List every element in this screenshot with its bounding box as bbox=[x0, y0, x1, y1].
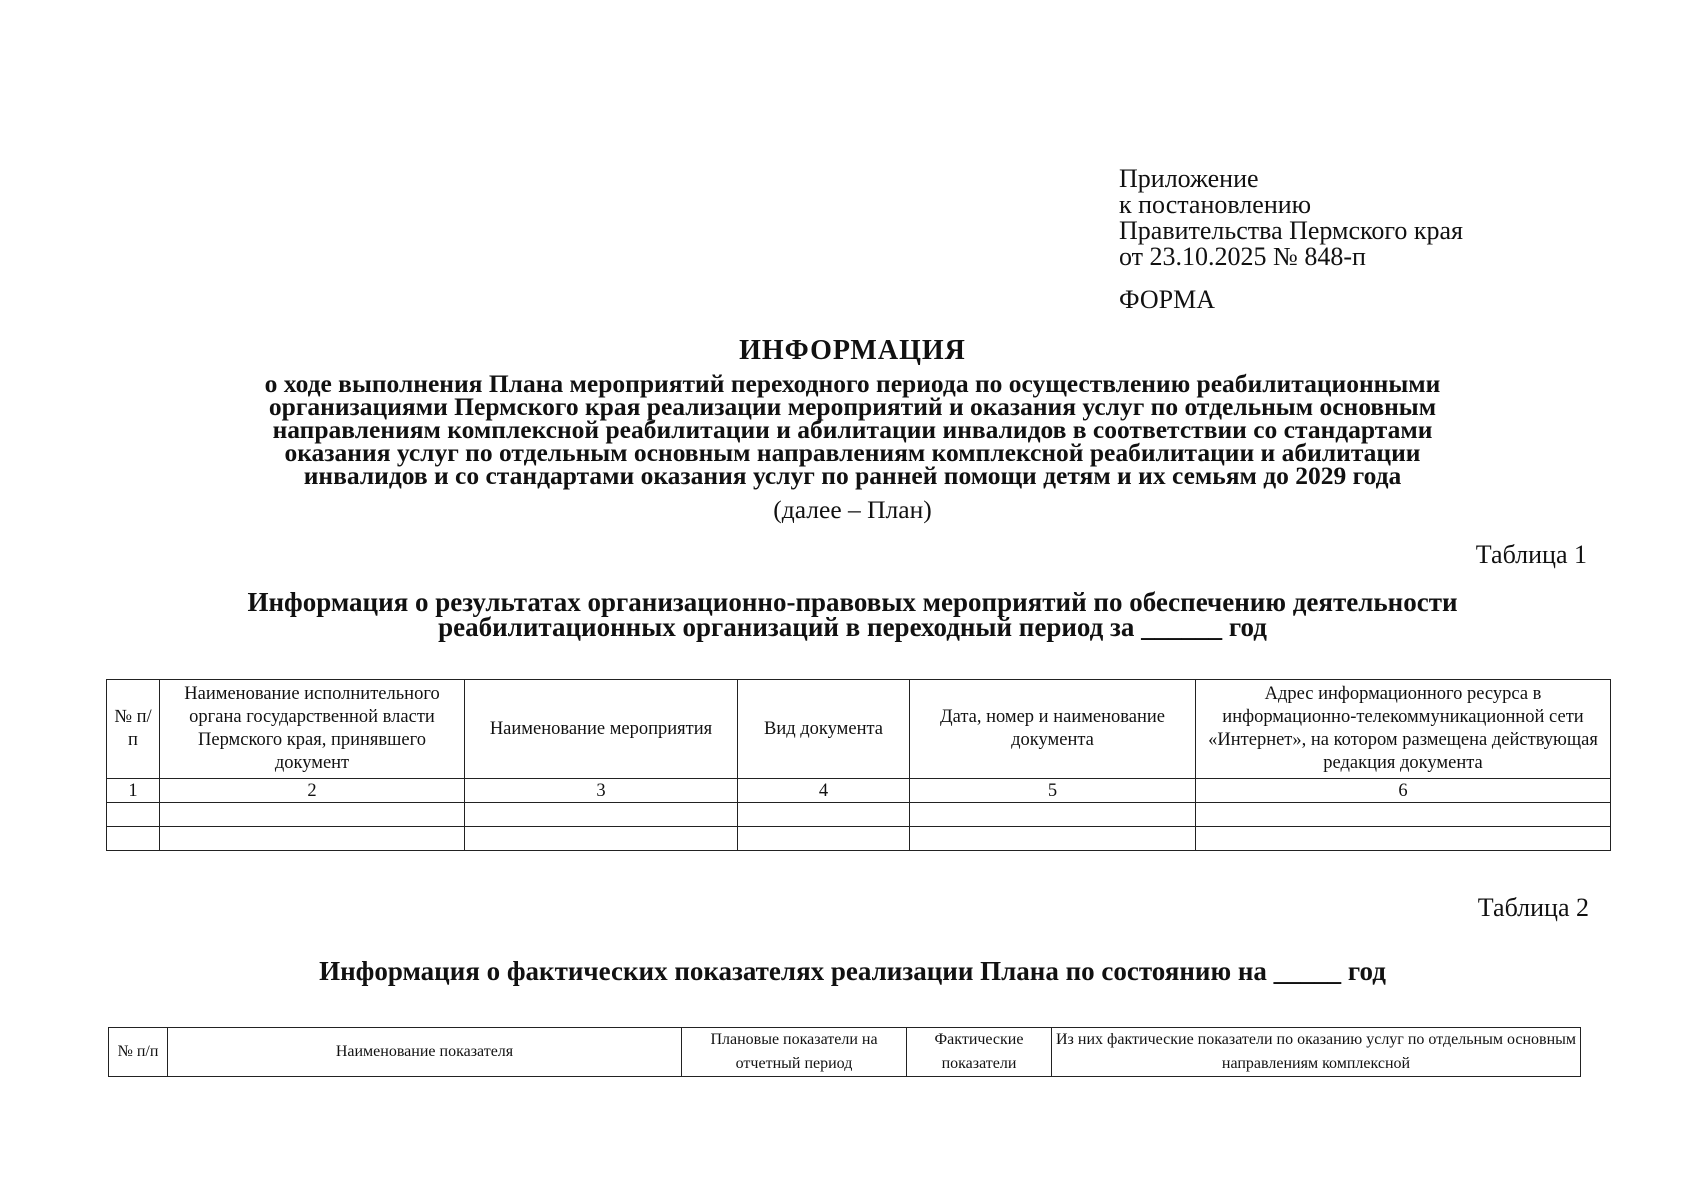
column-number: 6 bbox=[1196, 779, 1611, 803]
column-header: Вид документа bbox=[738, 680, 910, 779]
form-label: ФОРМА bbox=[1119, 285, 1215, 314]
table-cell[interactable] bbox=[160, 827, 465, 851]
heading-line: Информация о результатах организационно-правовых мероприятий по обеспечению деятельности bbox=[247, 587, 1458, 617]
column-number: 5 bbox=[910, 779, 1196, 803]
column-number: 1 bbox=[107, 779, 160, 803]
subtitle-line: о ходе выполнения Плана мероприятий переходного периода по осуществлению реабилитационными bbox=[264, 369, 1441, 398]
column-number: 4 bbox=[738, 779, 910, 803]
table2-header-row bbox=[109, 1028, 1581, 1077]
column-header: Дата, номер и наименование документа bbox=[910, 680, 1196, 779]
heading-line: реабилитационных организаций в переходный период за ______ год bbox=[438, 612, 1267, 642]
column-header: Адрес информационного ресурса в информационно-телекоммуникационной сети «Интернет», на котором размещена действующая редакция документа bbox=[1196, 680, 1611, 779]
column-header: Наименование мероприятия bbox=[465, 680, 738, 779]
table-row bbox=[107, 827, 1611, 851]
table1-label: Таблица 1 bbox=[1475, 540, 1587, 569]
subtitle-line: направлениям комплексной реабилитации и абилитации инвалидов в соответствии со стандартами bbox=[272, 415, 1433, 444]
table-row bbox=[107, 803, 1611, 827]
table-cell[interactable] bbox=[738, 827, 910, 851]
column-header: Наименование исполнительного органа государственной власти Пермского края, принявшего документ bbox=[160, 680, 465, 779]
table2-heading: Информация о фактических показателях реализации Плана по состоянию на _____ год bbox=[319, 956, 1386, 986]
column-header: Фактические показатели bbox=[907, 1028, 1052, 1077]
subtitle-line: оказания услуг по отдельным основным направлениям комплексной реабилитации и абилитации bbox=[284, 438, 1421, 467]
document-title: ИНФОРМАЦИЯ bbox=[739, 335, 966, 366]
table1-header-row bbox=[107, 680, 1611, 779]
appendix-line: Приложение bbox=[1119, 164, 1259, 193]
table2-label: Таблица 2 bbox=[1477, 893, 1589, 922]
column-header: № п/п bbox=[107, 680, 160, 779]
table-cell[interactable] bbox=[738, 803, 910, 827]
column-header: Плановые показатели на отчетный период bbox=[682, 1028, 907, 1077]
table-cell[interactable] bbox=[465, 827, 738, 851]
subtitle-line: инвалидов и со стандартами оказания услуг по ранней помощи детям и их семьям до 2029 года bbox=[303, 461, 1402, 490]
table-cell[interactable] bbox=[910, 827, 1196, 851]
appendix-line: Правительства Пермского края bbox=[1119, 216, 1463, 245]
table1-heading bbox=[150, 587, 1555, 642]
appendix-block bbox=[1119, 166, 1463, 270]
table2 bbox=[108, 1027, 1581, 1077]
appendix-line: к постановлению bbox=[1119, 190, 1312, 219]
column-header: № п/п bbox=[109, 1028, 168, 1077]
table1 bbox=[106, 679, 1611, 851]
table-cell[interactable] bbox=[1196, 803, 1611, 827]
table1-number-row bbox=[107, 779, 1611, 803]
column-number: 3 bbox=[465, 779, 738, 803]
table-cell[interactable] bbox=[107, 803, 160, 827]
document-subtitle bbox=[150, 369, 1555, 490]
column-header: Из них фактические показатели по оказанию услуг по отдельным основным направлениям комплексной bbox=[1052, 1028, 1581, 1077]
table-cell[interactable] bbox=[910, 803, 1196, 827]
column-header: Наименование показателя bbox=[168, 1028, 682, 1077]
subtitle-line: организациями Пермского края реализации мероприятий и оказания услуг по отдельным основным bbox=[268, 392, 1437, 421]
table-cell[interactable] bbox=[1196, 827, 1611, 851]
appendix-line: от 23.10.2025 № 848-п bbox=[1119, 242, 1366, 271]
column-number: 2 bbox=[160, 779, 465, 803]
table-cell[interactable] bbox=[107, 827, 160, 851]
table-cell[interactable] bbox=[160, 803, 465, 827]
table-cell[interactable] bbox=[465, 803, 738, 827]
subtitle-note: (далее – План) bbox=[773, 495, 932, 524]
